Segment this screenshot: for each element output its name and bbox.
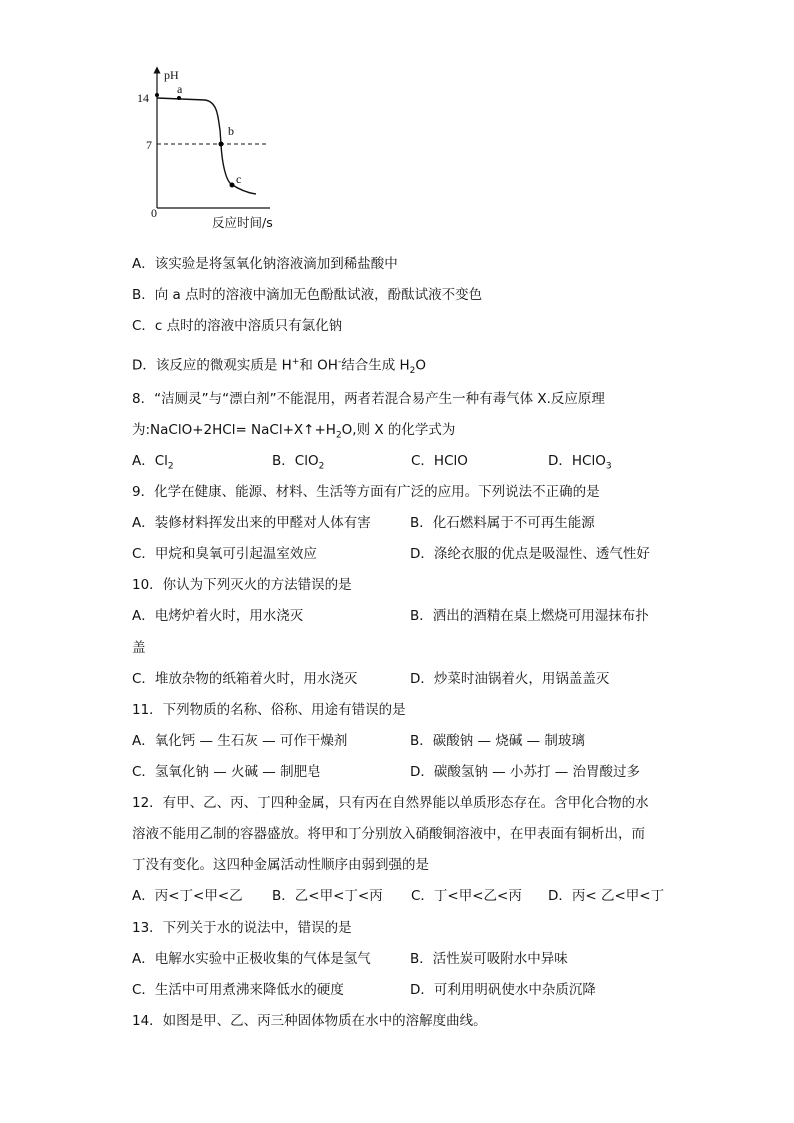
q10-stem: 10．你认为下列灭火的方法错误的是: [132, 577, 352, 593]
q7-option-b: B．向 a 点时的溶液中滴加无色酚酞试液，酚酞试液不变色: [132, 287, 483, 303]
point-a: [177, 96, 181, 100]
origin-label: 0: [151, 206, 157, 220]
point-a-label: a: [177, 82, 183, 96]
q10-option-c: C．堆放杂物的纸箱着火时，用水浇灭: [132, 671, 358, 687]
q11-option-b: B．碳酸钠 — 烧碱 — 制玻璃: [410, 733, 585, 749]
q8-stem-line1: 8．“洁厕灵”与“漂白剂”不能混用，两者若混合易产生一种有毒气体 X.反应原理: [132, 391, 605, 407]
y-tick-7: 7: [146, 138, 152, 152]
q11-option-d: D．碳酸氢钠 — 小苏打 — 治胃酸过多: [410, 764, 641, 780]
q8-stem-line2: 为:NaClO+2HCl= $NaCl+X↑+H_2O$,则 X 的化学式为: [132, 422, 456, 441]
q9-stem: 9．化学在健康、能源、材料、生活等方面有广泛的应用。下列说法不正确的是: [132, 484, 600, 500]
q7-option-a: A．该实验是将氢氧化钠溶液滴加到稀盐酸中: [132, 256, 398, 272]
q12-option-d: D．丙< 乙<甲<丁: [548, 888, 665, 904]
q11-stem: 11．下列物质的名称、俗称、用途有错误的是: [132, 702, 406, 718]
q9-option-b: B．化石燃料属于不可再生能源: [410, 515, 595, 531]
q12-option-c: C．丁<甲<乙<丙: [411, 888, 522, 904]
q12-stem-line2: 溶液不能用乙制的容器盛放。将甲和丁分别放入硝酸铜溶液中，在甲表面有铜析出，而: [132, 826, 645, 842]
q7-option-c: C．c 点时的溶液中溶质只有氯化钠: [132, 318, 343, 334]
q13-option-c: C．生活中可用煮沸来降低水的硬度: [132, 982, 344, 998]
point-c: [230, 183, 235, 188]
point-start: [155, 93, 159, 97]
x-axis-label: 反应时间/s: [212, 215, 273, 230]
q13-stem: 13．下列关于水的说法中，错误的是: [132, 920, 352, 936]
q10-option-b: B．洒出的酒精在桌上燃烧可用湿抹布扑: [410, 608, 649, 624]
q8-option-a: A．$Cl_2$: [132, 453, 174, 472]
q13-option-b: B．活性炭可吸附水中异味: [410, 951, 568, 967]
q11-option-a: A．氧化钙 — 生石灰 — 可作干燥剂: [132, 733, 348, 749]
ph-curve-chart: [130, 60, 300, 235]
q10-option-b-cont: 盖: [132, 640, 146, 656]
q9-option-c: C．甲烷和臭氧可引起温室效应: [132, 546, 317, 562]
q8-option-c: C．HClO: [411, 453, 468, 469]
q12-option-b: B．乙<甲<丁<丙: [272, 888, 383, 904]
q9-option-d: D．涤纶衣服的优点是吸湿性、透气性好: [410, 546, 650, 562]
q8-option-d: D．HClO$_3$: [548, 453, 612, 472]
q13-option-a: A．电解水实验中正极收集的气体是氢气: [132, 951, 371, 967]
q12-stem-line1: 12．有甲、乙、丙、丁四种金属，只有丙在自然界能以单质形态存在。含甲化合物的水: [132, 795, 649, 811]
q11-option-c: C．氢氧化钠 — 火碱 — 制肥皂: [132, 764, 321, 780]
y-tick-14: 14: [137, 91, 149, 105]
q12-option-a: A．丙<丁<甲<乙: [132, 888, 243, 904]
y-axis-label: pH: [164, 68, 179, 82]
point-c-label: c: [236, 172, 242, 186]
q12-stem-line3: 丁没有变化。这四种金属活动性顺序由弱到强的是: [132, 857, 429, 873]
q10-option-a: A．电烤炉着火时，用水浇灭: [132, 608, 304, 624]
q8-option-b: B．ClO$_2$: [272, 453, 325, 472]
point-b-label: b: [228, 124, 234, 138]
q10-option-d: D．炒菜时油锅着火，用锅盖盖灭: [410, 671, 610, 687]
q7-option-d: D．该反应的微观实质是 H+和 OH-结合生成 $H_2O$: [132, 357, 427, 377]
q14-stem: 14．如图是甲、乙、丙三种固体物质在水中的溶解度曲线。: [132, 1013, 487, 1029]
q13-option-d: D．可利用明矾使水中杂质沉降: [410, 982, 596, 998]
q9-option-a: A．装修材料挥发出来的甲醛对人体有害: [132, 515, 371, 531]
point-b: [219, 142, 224, 147]
